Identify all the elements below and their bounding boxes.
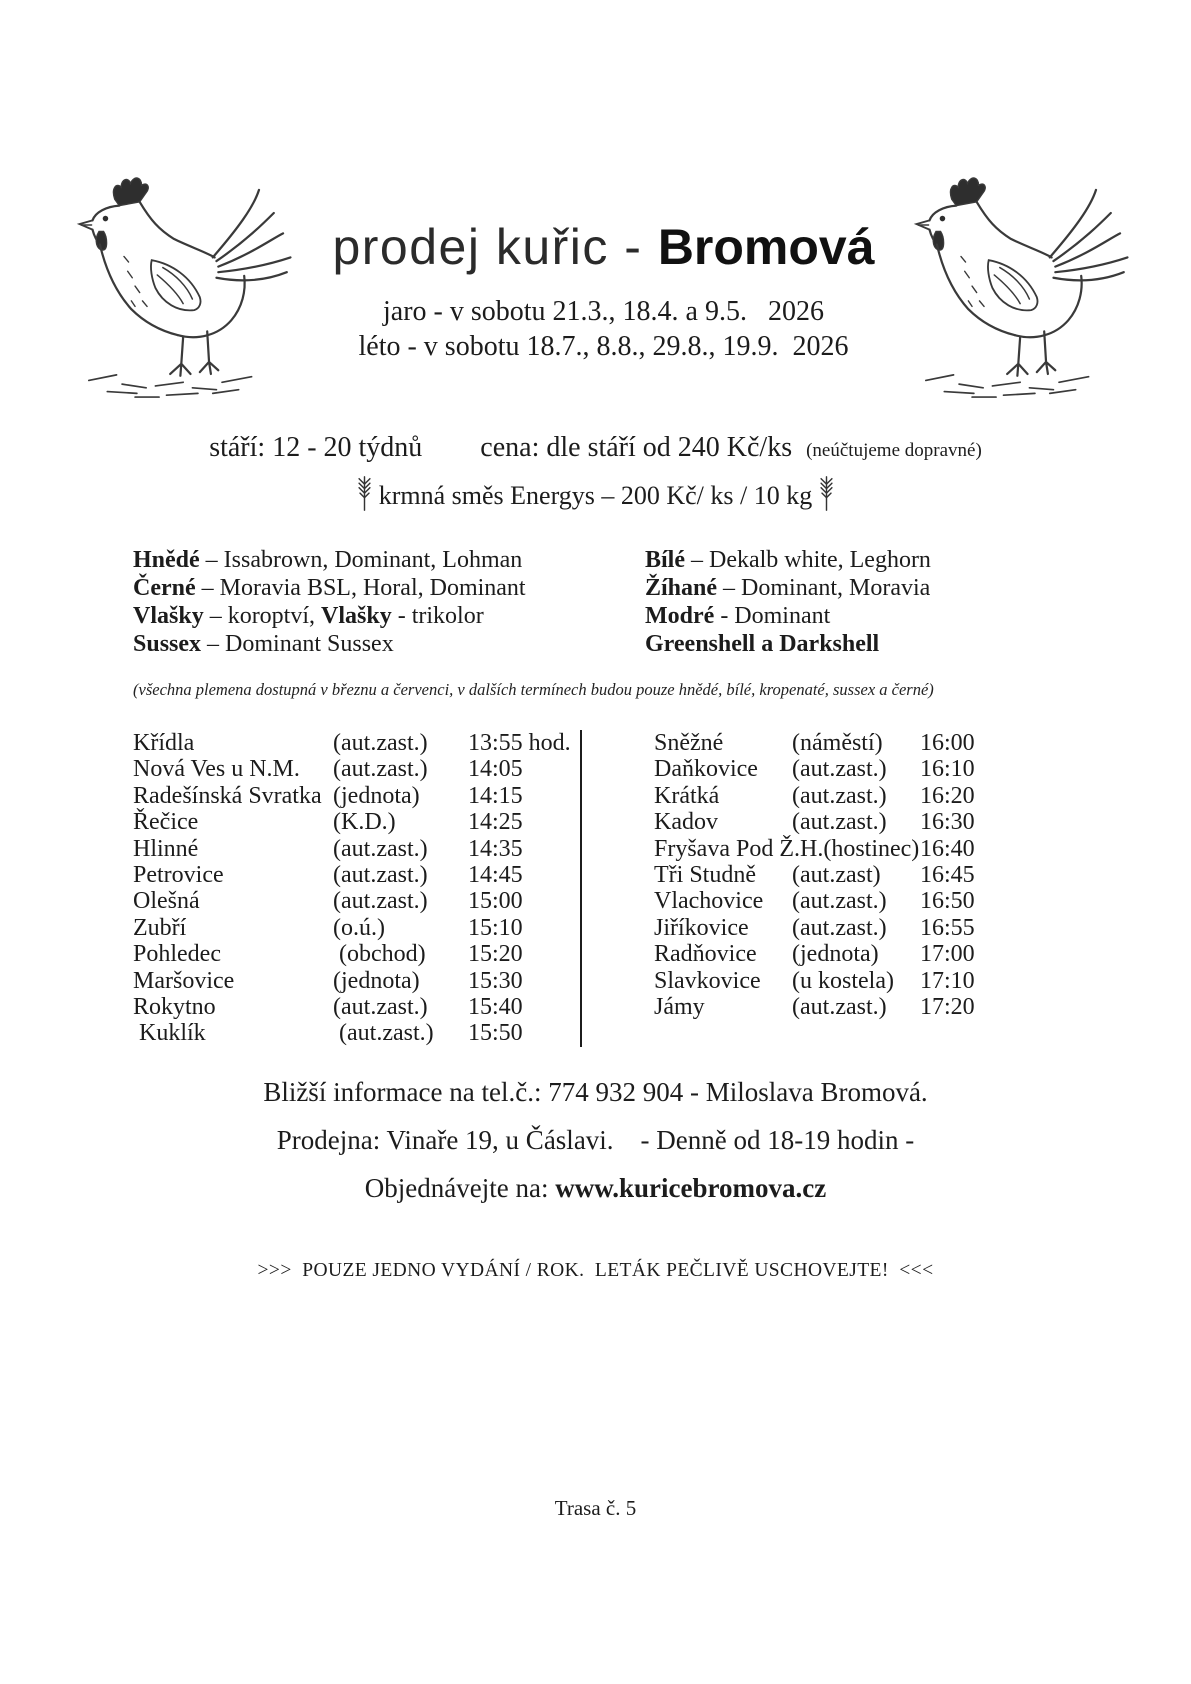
stop-place: Nová Ves u N.M. bbox=[133, 756, 300, 783]
schedule-left-column bbox=[133, 730, 580, 1047]
stop-time: 14:45 bbox=[468, 862, 523, 889]
table-row bbox=[654, 836, 1111, 862]
summer-dates: léto - v sobotu 18.7., 8.8., 29.8., 19.9. 2026 bbox=[358, 331, 849, 362]
stop-place: Tři Studně bbox=[654, 862, 756, 889]
breed-lists bbox=[133, 546, 1191, 658]
stop-place: Petrovice bbox=[133, 862, 224, 889]
stop-place: Vlachovice bbox=[654, 888, 764, 915]
stop-type: (jednota) bbox=[333, 967, 420, 994]
stop-place: Pohledec bbox=[133, 941, 221, 968]
stop-time: 15:00 bbox=[468, 888, 523, 915]
table-row bbox=[133, 968, 580, 994]
hen-illustration-right-icon bbox=[911, 168, 1133, 406]
table-row bbox=[654, 888, 1111, 914]
stop-type: (aut.zast.) bbox=[792, 914, 887, 941]
table-row bbox=[133, 1020, 580, 1046]
stop-type: (aut.zast.) bbox=[333, 888, 428, 915]
stop-place: Olešná bbox=[133, 888, 200, 915]
stop-time: 15:50 bbox=[468, 1020, 523, 1047]
breed-line: Hnědé – Issabrown, Dominant, Lohman bbox=[133, 547, 523, 573]
stop-type: (náměstí) bbox=[792, 730, 883, 756]
stop-time: 16:50 bbox=[920, 888, 975, 915]
stop-place: Kadov bbox=[654, 809, 718, 836]
order-label: Objednávejte na: bbox=[364, 1172, 556, 1203]
stop-time: 16:40 bbox=[920, 835, 975, 862]
table-row bbox=[654, 941, 1111, 967]
stop-time: 16:10 bbox=[920, 756, 975, 783]
breed-line: Sussex – Dominant Sussex bbox=[133, 631, 394, 657]
table-row bbox=[133, 941, 580, 967]
table-row bbox=[133, 888, 580, 914]
hen-illustration-left-icon bbox=[74, 168, 296, 406]
stop-time: 17:20 bbox=[920, 994, 975, 1021]
order-url: www.kuricebromova.cz bbox=[555, 1172, 827, 1203]
shop-address-line: Prodejna: Vinaře 19, u Čáslavi. - Denně od 18-19 hodin - bbox=[276, 1124, 915, 1155]
table-row bbox=[654, 968, 1111, 994]
feed-info: krmná směs Energys – 200 Kč/ ks / 10 kg bbox=[378, 481, 813, 510]
stop-type: (jednota) bbox=[792, 941, 879, 968]
stop-type: (aut.zast.) bbox=[333, 756, 428, 783]
title-bold-part: Bromová bbox=[657, 219, 875, 275]
stop-time: 15:20 bbox=[468, 941, 523, 968]
stop-place: Radňovice bbox=[654, 941, 757, 968]
stop-place: Daňkovice bbox=[654, 756, 758, 783]
header bbox=[0, 0, 1191, 406]
route-number: Trasa č. 5 bbox=[554, 1496, 637, 1520]
table-row bbox=[133, 809, 580, 835]
breed-line: Žíhané – Dominant, Moravia bbox=[645, 575, 931, 601]
stop-time: 15:10 bbox=[468, 914, 523, 941]
stop-place: Řečice bbox=[133, 809, 199, 836]
stop-type: (aut.zast.) bbox=[792, 994, 887, 1021]
table-row bbox=[654, 783, 1111, 809]
stop-type: (aut.zast.) bbox=[333, 994, 428, 1021]
stop-type: (aut.zast.) bbox=[792, 756, 887, 783]
table-row bbox=[133, 730, 580, 756]
availability-note: (všechna plemena dostupná v březnu a červenci, v dalších termínech budou pouze hnědé, bílé, kropenaté, sussex a černé) bbox=[133, 680, 934, 699]
price-note: (neúčtujeme dopravné) bbox=[806, 440, 982, 461]
stop-type: (aut.zast) bbox=[792, 862, 881, 889]
breed-line: Černé – Moravia BSL, Horal, Dominant bbox=[133, 575, 526, 601]
age-info: stáří: 12 - 20 týdnů bbox=[209, 432, 423, 463]
edition-notice: >>> POUZE JEDNO VYDÁNÍ / ROK. LETÁK PEČLIVĚ USCHOVEJTE! <<< bbox=[257, 1259, 934, 1281]
stop-time: 16:20 bbox=[920, 782, 975, 809]
table-row bbox=[133, 756, 580, 782]
stop-place: Sněžné bbox=[654, 730, 724, 756]
stop-time: 14:15 bbox=[468, 782, 523, 809]
age-price-line bbox=[0, 432, 1191, 464]
table-row bbox=[133, 836, 580, 862]
breed-line: Bílé – Dekalb white, Leghorn bbox=[645, 547, 931, 573]
stop-time: 16:45 bbox=[920, 862, 975, 889]
breed-line: Greenshell a Darkshell bbox=[645, 631, 880, 657]
stop-time: 15:30 bbox=[468, 967, 523, 994]
stop-place: Hlinné bbox=[133, 835, 199, 862]
table-row bbox=[654, 756, 1111, 782]
wheat-icon bbox=[818, 476, 835, 512]
table-row bbox=[133, 994, 580, 1020]
stop-type: (jednota) bbox=[333, 782, 420, 809]
stop-time: 16:55 bbox=[920, 914, 975, 941]
title-light-part: prodej kuřic - bbox=[332, 219, 658, 275]
stop-type: (obchod) bbox=[333, 941, 426, 968]
route-schedule bbox=[133, 730, 1111, 1047]
stop-type: (aut.zast.) bbox=[333, 835, 428, 862]
order-line bbox=[0, 1173, 1191, 1204]
stop-type: (K.D.) bbox=[333, 809, 396, 836]
stop-place: Křídla bbox=[133, 730, 195, 756]
wheat-icon bbox=[356, 476, 373, 512]
stop-type: (aut.zast.) bbox=[792, 782, 887, 809]
stop-place: Kuklík bbox=[133, 1020, 206, 1047]
breed-list-right bbox=[645, 546, 1191, 658]
price-info: cena: dle stáří od 240 Kč/ks bbox=[480, 432, 793, 463]
header-center bbox=[296, 168, 911, 364]
stop-time: 13:55 hod. bbox=[468, 730, 571, 756]
stop-place: Rokytno bbox=[133, 994, 216, 1021]
stop-place: Slavkovice bbox=[654, 967, 761, 994]
feed-line bbox=[0, 476, 1191, 512]
footer bbox=[0, 1077, 1191, 1282]
table-row bbox=[133, 862, 580, 888]
spring-dates: jaro - v sobotu 21.3., 18.4. a 9.5. 2026 bbox=[383, 296, 824, 327]
table-row bbox=[133, 783, 580, 809]
table-row bbox=[654, 915, 1111, 941]
stop-time: 14:35 bbox=[468, 835, 523, 862]
stop-place: Fryšava Pod Ž.H.(hostinec) bbox=[654, 835, 920, 862]
table-row bbox=[133, 915, 580, 941]
contact-phone-line: Bližší informace na tel.č.: 774 932 904 - Miloslava Bromová. bbox=[263, 1076, 928, 1107]
page-title bbox=[296, 220, 911, 274]
stop-time: 14:25 bbox=[468, 809, 523, 836]
stop-type: (o.ú.) bbox=[333, 914, 385, 941]
stop-type: (aut.zast.) bbox=[792, 888, 887, 915]
stop-time: 16:00 bbox=[920, 730, 975, 756]
breed-line: Vlašky – koroptví, Vlašky - trikolor bbox=[133, 603, 484, 629]
stop-time: 17:00 bbox=[920, 941, 975, 968]
table-row bbox=[654, 862, 1111, 888]
stop-type bbox=[792, 836, 920, 862]
schedule-right-column bbox=[582, 730, 1111, 1047]
stop-time: 15:40 bbox=[468, 994, 523, 1021]
stop-place: Jámy bbox=[654, 994, 705, 1021]
stop-type: (aut.zast.) bbox=[333, 862, 428, 889]
table-row bbox=[654, 809, 1111, 835]
stop-type: (aut.zast.) bbox=[333, 1020, 434, 1047]
stop-type: (u kostela) bbox=[792, 967, 894, 994]
stop-type: (aut.zast.) bbox=[333, 730, 428, 756]
sale-dates bbox=[296, 294, 911, 364]
stop-place: Radešínská Svratka bbox=[133, 782, 322, 809]
stop-type: (aut.zast.) bbox=[792, 809, 887, 836]
stop-place: Jiříkovice bbox=[654, 914, 749, 941]
stop-time: 16:30 bbox=[920, 809, 975, 836]
stop-time: 14:05 bbox=[468, 756, 523, 783]
stop-place: Zubří bbox=[133, 914, 187, 941]
stop-place: Krátká bbox=[654, 782, 720, 809]
stop-place: Maršovice bbox=[133, 967, 235, 994]
breed-line: Modré - Dominant bbox=[645, 603, 831, 629]
stop-time: 17:10 bbox=[920, 967, 975, 994]
table-row bbox=[654, 730, 1111, 756]
table-row bbox=[654, 994, 1111, 1020]
breed-list-left bbox=[133, 546, 645, 658]
